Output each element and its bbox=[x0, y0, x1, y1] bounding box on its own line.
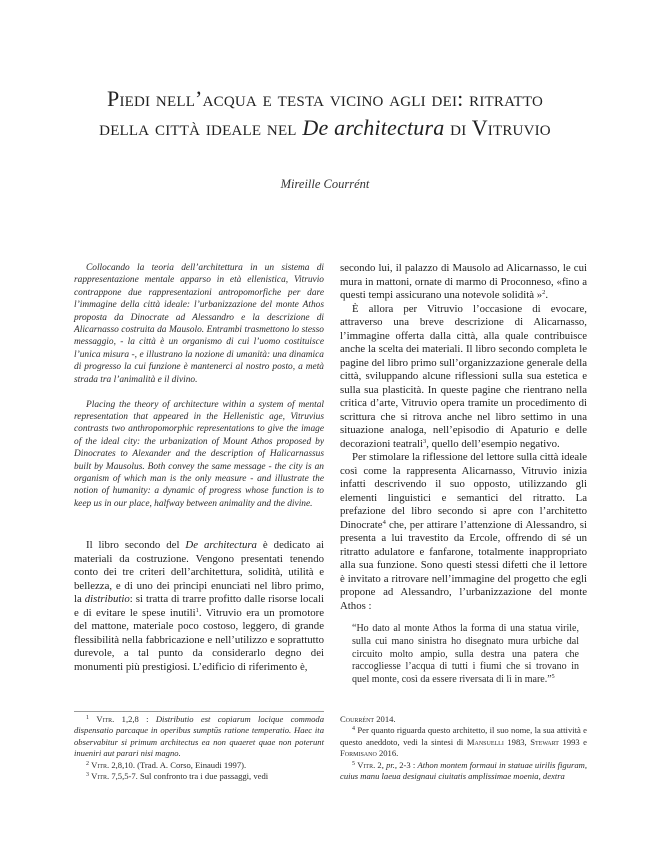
footnote-text: 2014. bbox=[374, 714, 396, 724]
author-name: Mireille Courrént bbox=[280, 177, 370, 191]
footnote-author: Vitr. bbox=[91, 759, 110, 770]
footnote-author: Vitr. bbox=[357, 759, 376, 770]
text-run: , quello dell’esempio negativo. bbox=[426, 437, 560, 450]
footnote-text: 2,8,10. (Trad. A. Corso, Einaudi 1997). bbox=[109, 759, 247, 770]
footnote bbox=[74, 771, 324, 782]
footnote-continuation bbox=[340, 714, 587, 725]
footnote-text: 2016. bbox=[376, 748, 399, 759]
footnote-ref: 4 bbox=[382, 518, 386, 526]
footnote-italic: pr. bbox=[386, 759, 395, 770]
title-line-2 bbox=[70, 113, 580, 142]
abstract bbox=[74, 262, 324, 510]
left-column bbox=[74, 262, 324, 674]
text-run: : si tratta di trarre profitto dalle risorse locali e di evitare le spese inutili bbox=[74, 593, 324, 619]
footnote-text: Per quanto riguarda questo architetto, il suo nome, la sua attività e questo aneddoto, vedi la sintesi di bbox=[340, 725, 587, 747]
italic-run: De architectura bbox=[185, 539, 257, 552]
footnote-ref: 1 bbox=[195, 606, 199, 614]
body-paragraph bbox=[74, 539, 324, 674]
body-right bbox=[340, 262, 587, 613]
text-run: che, per attirare l’attenzione di Alessandro, si presenta a lui travestito da Ercole, offrendo di sé un ritratto adulatore e fanfarone, totalmente inappropriato alla sua funzione. Sono questi stessi difetti che il lettore è invitato a ritrovare nell’immagine del progetto che egli propone ad Alessandro, l’urbanizzazione del monte Athos : bbox=[340, 518, 587, 612]
footnote bbox=[340, 760, 587, 783]
text-run: è dedicato ai materiali da costruzione. Vengono presentati tenendo conto dei tre criteri dell’architettura, solidità, utilità e bellezza, e di uno dei principi enunciati nel libro primo, la bbox=[74, 539, 324, 606]
footnote-text: 1993 e bbox=[558, 736, 587, 747]
footnote-author: Vitr. bbox=[91, 771, 110, 782]
footnote-text: 1983, bbox=[503, 736, 531, 747]
title-line-1: Piedi nell’acqua e testa vicino agli dei: ritratto bbox=[107, 86, 543, 111]
footnotes-left bbox=[74, 714, 324, 782]
abstract-english: Placing the theory of architecture within a system of mental representation that appeared in the Hellenistic age, Vitruvius contrasts two anthropomorphic representations to give the image of the ideal city: the urbanization of Mount Athos proposed by Dinocrates to Alexander and the description of Halicarnassus built by Mausolus. Both convey the same message - the city is an organism of which man is the only measure - and illustrate the notion of humanity: a dynamic of progress whose function is to keep us in our place, halfway between animality and the divine. bbox=[74, 399, 324, 509]
footnotes-right bbox=[340, 714, 587, 782]
article-title bbox=[70, 84, 580, 142]
text-run: secondo lui, il palazzo di Mausolo ad Alicarnasso, le cui mura in mattoni, ornate di marmo di Proconneso, «fino a questi tempi assicurano una notevole solidità » bbox=[340, 262, 587, 301]
body-paragraph bbox=[340, 303, 587, 452]
footnote-quote: Distributio est copiarum locique commoda dispensatio parcaque in operibus sumptūs ratione temperatio. Haec ita observabitur si primum architectus ea non quaeret quae non poterunt inueniri aut parari nisi magno. bbox=[74, 714, 324, 759]
italic-run: distributio bbox=[84, 593, 130, 606]
footnote-author: Courrént bbox=[340, 714, 375, 724]
footnote-ref: 2 bbox=[542, 289, 546, 296]
footnote bbox=[74, 760, 324, 771]
footnote-ref-text: , 2-3 : bbox=[394, 759, 418, 770]
title-italic-work: De architectura bbox=[302, 115, 445, 140]
body-paragraph bbox=[340, 262, 587, 303]
footnote-number: 2 bbox=[86, 760, 89, 767]
footnote-number: 1 bbox=[86, 715, 89, 721]
title-line-2-post: di Vitruvio bbox=[444, 115, 551, 140]
footnote bbox=[74, 714, 324, 760]
text-run: . Vitruvio era un promotore del mattone, materiale poco costoso, leggero, di grande flessibilità nella fabbricazione e nell’utilizzo e soprattutto durevole, a tal punto da considerarlo degno dei monumenti più prestigiosi. L’edificio di riferimento è, bbox=[74, 606, 324, 673]
text-run: È allora per Vitruvio l’occasione di evocare, attraverso una breve descrizione di Alicarnasso, l’immagine offerta dalla città, alla quale contribuisce anche la scelta dei materiali. Il libro secondo completa le pagine del libro primo sull’organizzazione generale della città, sviluppando alcune riflessioni sulla sua estetica e sulla sua plasticità. In queste pagine che rientrano nella critica d’arte, Vitruvio opera tramite un procedimento di scrittura che si ritrova anche nel libro settimo in una situazione analoga, nell’episodio di Apaturio e delle decorazioni teatrali bbox=[340, 302, 587, 450]
quote-text: “Ho dato al monte Athos la forma di una statua virile, sulla cui mano sinistra ho disegnato mura urbiche dal circuito molto ampio, sulla destra una patera che raccogliesse l’acqua di tutti i fiumi che si trovano in quel monte, così da essere riversata di lì in mare.” bbox=[352, 623, 579, 686]
abstract-italian: Collocando la teoria dell’architettura in un sistema di rappresentazione mentale apparso in età ellenistica, Vitruvio contrappone due rappresentazioni antropomorfiche per dare l’immagine della città ideale: l’urbanizzazione del monte Athos proposta da Dinocrate ad Alessandro e la descrizione di Alicarnasso costruita da Mausolo. Entrambi trasmettono lo stesso messaggio, - la città è un organismo di cui l’uomo costituisce l’unica misura -, e illustrano la nozione di umanità: una dinamica di progresso la cui funzione è mantenerci al nostro posto, a metà strada tra l’animalità e il divino. bbox=[74, 263, 324, 385]
footnote-text: 7,5,5-7. Sul confronto tra i due passaggi, vedi bbox=[109, 771, 269, 782]
footnote-ref: 5 bbox=[551, 674, 555, 681]
footnote-author: Stewart bbox=[530, 736, 559, 747]
text-run: Per stimolare la riflessione del lettore sulla città ideale così come la rappresenta Alicarnasso, Vitruvio inizia infatti descrivendo il suo opposto, utilizzando gli elementi linguistici e semantici del ritratto. La prefazione del libro secondo si apre con l’architetto Dinocrate bbox=[340, 451, 587, 531]
block-quote bbox=[352, 623, 579, 687]
footnote bbox=[340, 725, 587, 759]
footnote-ref-text: 2, bbox=[375, 759, 387, 770]
footnote-number: 5 bbox=[352, 760, 355, 767]
footnote-ref-text: 1,2,8 : bbox=[114, 714, 156, 724]
footnote-author: Vitr. bbox=[96, 714, 115, 724]
footnote-author: Mansuelli bbox=[466, 736, 504, 747]
footnote-divider bbox=[74, 711, 324, 712]
footnote-ref: 3 bbox=[423, 437, 427, 445]
body-paragraph bbox=[340, 451, 587, 613]
footnote-number: 4 bbox=[352, 726, 355, 733]
body-left bbox=[74, 539, 324, 674]
title-line-2-pre: della città ideale nel bbox=[99, 115, 303, 140]
footnote-author: Formisano bbox=[340, 748, 377, 759]
text-run: Il libro secondo del bbox=[86, 539, 186, 552]
right-column bbox=[340, 262, 587, 687]
footnote-quote: Athon montem formaui in statuae uirilis figuram, cuius manu laeua designaui ciuitatis amplissimae moenia, dextra bbox=[340, 759, 587, 782]
footnote-number: 3 bbox=[86, 772, 89, 779]
text-run: . bbox=[545, 289, 549, 301]
